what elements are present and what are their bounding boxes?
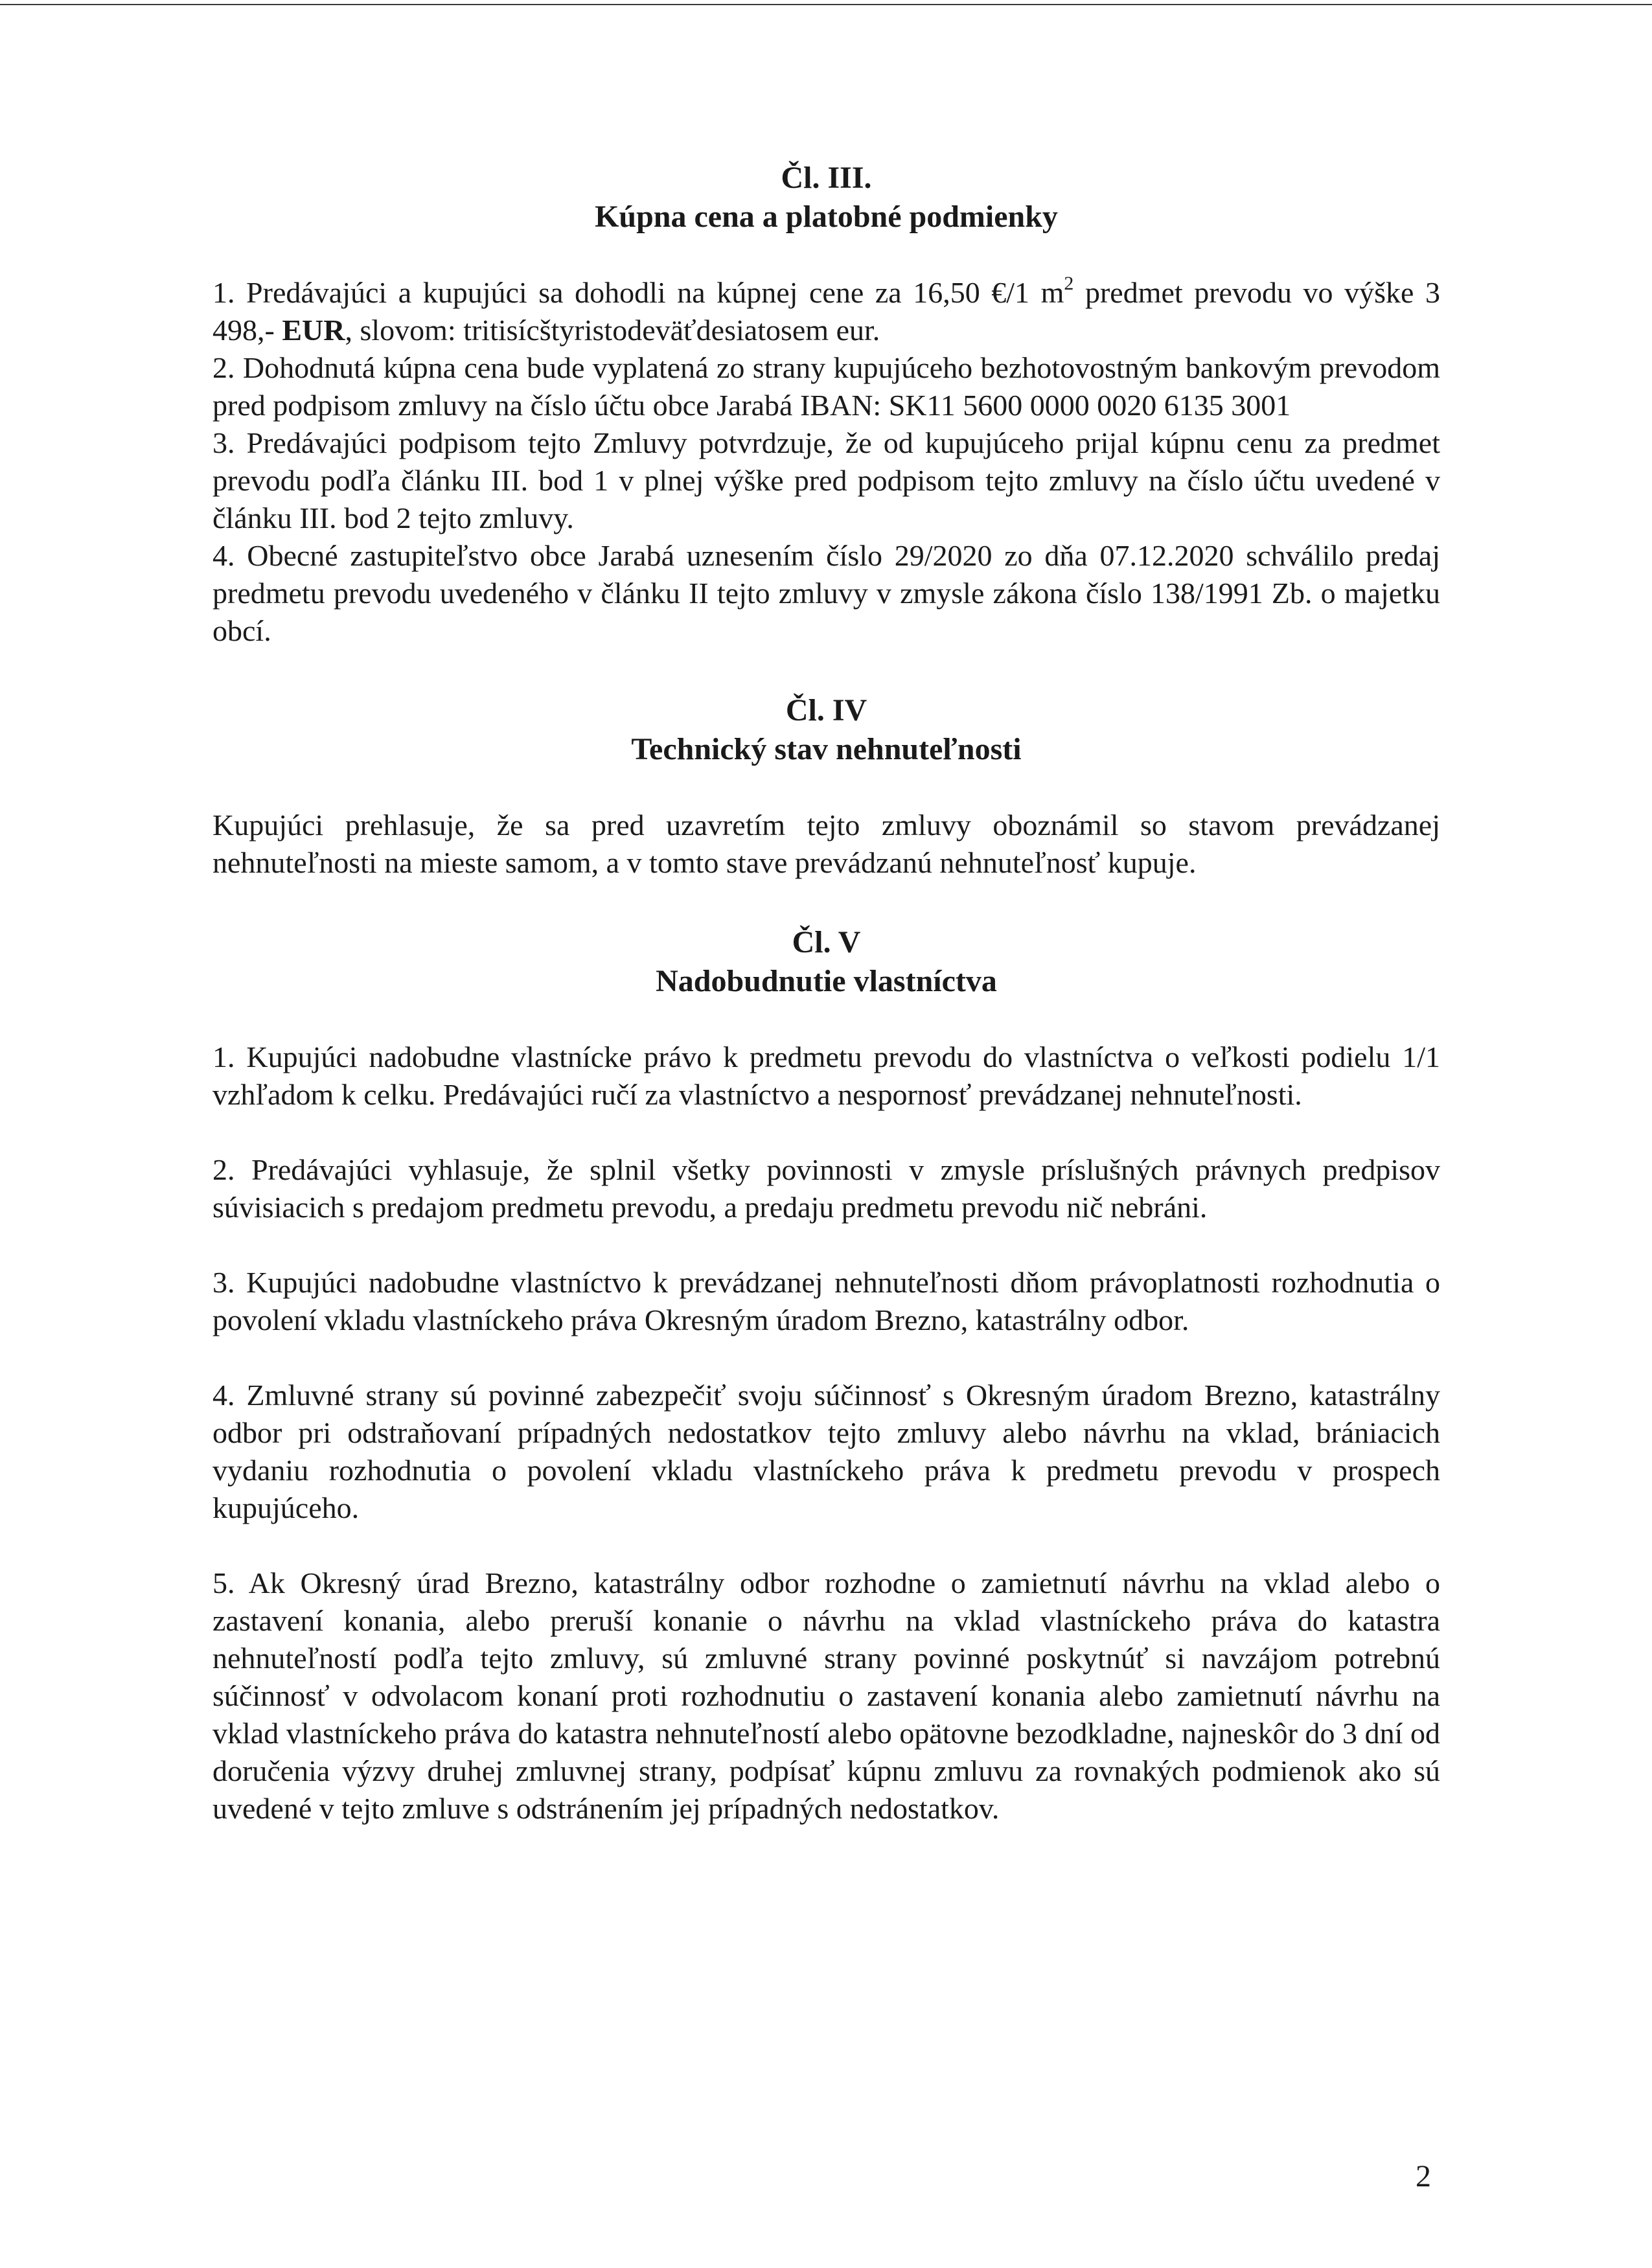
article-3-number: Čl. III. — [781, 161, 872, 195]
scan-edge-line — [0, 4, 1652, 5]
section-article-5 — [212, 923, 1440, 1827]
article-3-p1-superscript: 2 — [1064, 272, 1074, 294]
article-3-paragraph-2: 2. Dohodnutá kúpna cena bude vyplatená zo strany kupujúceho bezhotovostným bankovým prevodom pred podpisom zmluvy na číslo účtu obce Jarabá IBAN: SK11 5600 0000 0020 6135 3001 — [212, 351, 1440, 422]
article-5-paragraph-5: 5. Ak Okresný úrad Brezno, katastrálny odbor rozhodne o zamietnutí návrhu na vklad alebo o zastavení konania, alebo preruší konanie o návrhu na vklad vlastníckeho práva do katastra nehnuteľností podľa tejto zmluvy, sú zmluvné strany povinné poskytnúť si navzájom potrebnú súčinnosť v odvolacom konaní proti rozhodnutiu o zastavení konania alebo zamietnutí návrhu na vklad vlastníckeho práva do katastra nehnuteľností alebo opätovne bezodkladne, najneskôr do 3 dní od doručenia výzvy druhej zmluvnej strany, podpísať kúpnu zmluvu za rovnakých podmienok ako sú uvedené v tejto zmluve s odstránením jej prípadných nedostatkov. — [212, 1566, 1440, 1825]
article-5-paragraph-2: 2. Predávajúci vyhlasuje, že splnil všetky povinnosti v zmysle príslušných právnych predpisov súvisiacich s predajom predmetu prevodu, a predaju predmetu prevodu nič nebráni. — [212, 1153, 1440, 1224]
article-5-number: Čl. V — [792, 925, 861, 959]
article-4-title: Technický stav nehnuteľnosti — [631, 732, 1022, 766]
article-3-paragraph-4: 4. Obecné zastupiteľstvo obce Jarabá uznesením číslo 29/2020 zo dňa 07.12.2020 schválilo predaj predmetu prevodu uvedeného v článku II tejto zmluvy v zmysle zákona číslo 138/1991 Zb. o majetku obcí. — [212, 539, 1440, 647]
article-5-title: Nadobudnutie vlastníctva — [656, 964, 997, 998]
article-5-paragraph-1: 1. Kupujúci nadobudne vlastnícke právo k predmetu prevodu do vlastníctva o veľkosti podielu 1/1 vzhľadom k celku. Predávajúci ručí za vlastníctvo a nespornosť prevádzanej nehnuteľnosti. — [212, 1040, 1440, 1111]
page-number: 2 — [1416, 2159, 1431, 2194]
article-5-paragraph-4: 4. Zmluvné strany sú povinné zabezpečiť svoju súčinnosť s Okresným úradom Brezno, katastrálny odbor pri odstraňovaní prípadných nedostatkov tejto zmluvy alebo návrhu na vklad, brániacich vydaniu rozhodnutia o povolení vkladu vlastníckeho práva k predmetu prevodu v prospech kupujúceho. — [212, 1379, 1440, 1524]
article-5-body — [212, 1038, 1440, 1827]
article-3-paragraph-1 — [212, 274, 1440, 349]
article-3-paragraph-3: 3. Predávajúci podpisom tejto Zmluvy potvrdzuje, že od kupujúceho prijal kúpnu cenu za predmet prevodu podľa článku III. bod 1 v plnej výške pred podpisom tejto zmluvy na číslo účtu uvedené v článku III. bod 2 tejto zmluvy. — [212, 426, 1440, 534]
article-4-paragraph-1: Kupujúci prehlasuje, že sa pred uzavretím tejto zmluvy oboznámil so stavom prevádzanej nehnuteľnosti na mieste samom, a v tomto stave prevádzanú nehnuteľnosť kupuje. — [212, 808, 1440, 879]
article-4-number: Čl. IV — [785, 693, 867, 727]
document-page — [212, 159, 1440, 1827]
article-3-title: Kúpna cena a platobné podmienky — [595, 200, 1058, 234]
article-3-p1-text-a: 1. Predávajúci a kupujúci sa dohodli na kúpnej cene za 16,50 €/1 m — [212, 276, 1064, 309]
article-3-body — [212, 274, 1440, 650]
article-3-p1-currency: EUR — [282, 314, 345, 347]
article-3-p1-text-c: , slovom: tritisícštyristodeväťdesiatosem eur. — [345, 314, 880, 347]
article-5-paragraph-3: 3. Kupujúci nadobudne vlastníctvo k prevádzanej nehnuteľnosti dňom právoplatnosti rozhodnutia o povolení vkladu vlastníckeho práva Okresným úradom Brezno, katastrálny odbor. — [212, 1266, 1440, 1336]
article-3-p1-text-b: predmet prevodu vo výške 3 498,- — [212, 276, 1440, 347]
section-article-3 — [212, 159, 1440, 650]
section-article-4 — [212, 691, 1440, 882]
article-4-body — [212, 807, 1440, 882]
